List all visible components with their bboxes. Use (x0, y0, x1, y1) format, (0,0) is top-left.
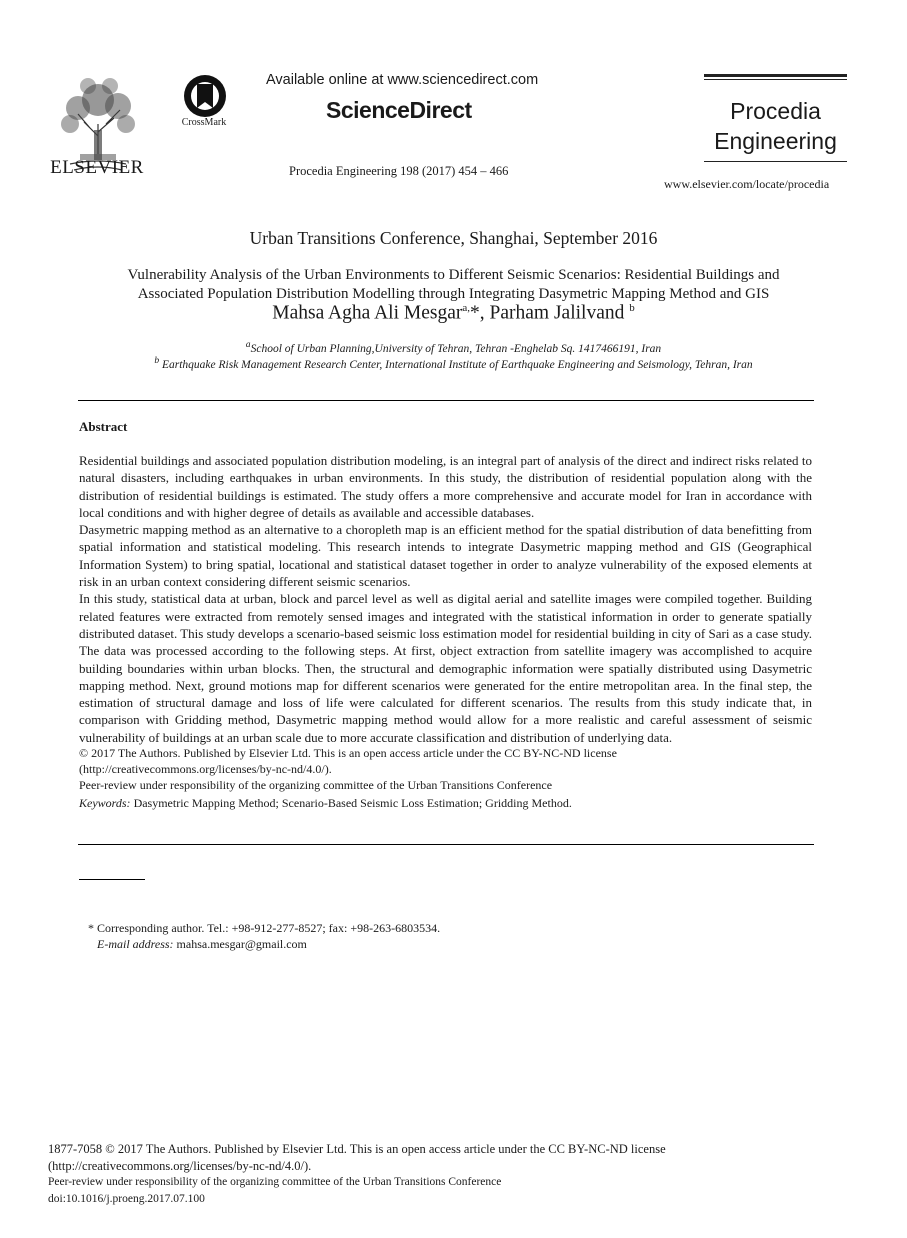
keywords-label: Keywords: (79, 795, 131, 810)
affiliation-b (0, 355, 907, 371)
footer-peer-review: Peer-review under responsibility of the organizing committee of the Urban Transitions Conference (48, 1176, 502, 1188)
footer-copyright: 1877-7058 © 2017 The Authors. Published by Elsevier Ltd. This is an open access article under the CC BY-NC-ND license (48, 1142, 666, 1156)
footer-license-link[interactable]: (http://creativecommons.org/licenses/by-nc-nd/4.0/). (48, 1158, 312, 1173)
journal-name-line2: Engineering (714, 128, 837, 154)
copyright-notice (79, 746, 812, 811)
journal-name-line1: Procedia (730, 98, 821, 124)
author-separator: , (479, 302, 490, 324)
paper-title (60, 266, 847, 304)
abstract-paragraph-2: Dasymetric mapping method as an alternative to a choropleth map is an efficient method for the spatial distribution of data benefitting from spatial information and statistical modeling. This research intends to integrate Dasymetric mapping method and GIS (Geographical Information System) to bring spatial, locational and statistical dataset together in order to analyze vulnerability of the exposed elements at risk in an urban context considering different seismic scenarios. (79, 522, 812, 590)
email-label: E-mail address: (97, 937, 174, 951)
journal-name (704, 80, 847, 159)
author-1-affiliation-mark: a, (462, 302, 471, 314)
abstract-paragraph-3: In this study, statistical data at urban, block and parcel level as well as digital aerial and satellite images were compiled together. Building related features were extracted from remotely sensed images and integrated with the statistical information in order to generate spatially distributed dataset. This study develops a scenario-based seismic loss estimation model for residential building in city of Sari as a case study. The data was processed according to the following steps. At first, object extraction from satellite imagery was accomplished to acquire building boundaries within urban blocks. Then, the structural and demographic information were spatially distributed using Dasymetric mapping method. Next, ground motions map for different scenarios were generated for the entire metropolitan area. In the final step, the estimation of structural damage and loss of life were calculated for different scenarios. The results from this study indicate that, in comparison with Gridding method, Dasymetric mapping method would allow for a more realistic and careful assessment of seismic vulnerability of buildings at an urban scale due to more accurate classification and distribution of underlying data. (79, 591, 812, 745)
journal-url-link[interactable]: www.elsevier.com/locate/procedia (664, 177, 830, 191)
author-2-affiliation-mark: b (629, 302, 635, 314)
affiliation-a (0, 339, 907, 355)
author-2: Parham Jalilvand (489, 302, 625, 324)
paper-title-line2: Associated Population Distribution Modelling through Integrating Dasymetric Mapping Method and GIS (137, 286, 770, 302)
license-link[interactable]: (http://creativecommons.org/licenses/by-nc-nd/4.0/). (79, 761, 332, 776)
keywords-list: Dasymetric Mapping Method; Scenario-Based Seismic Loss Estimation; Gridding Method. (130, 795, 572, 810)
conference-name: Urban Transitions Conference, Shanghai, September 2016 (249, 228, 658, 248)
available-online-text: Available online at www.sciencedirect.com (266, 72, 539, 88)
author-1-corresponding-mark: * (470, 302, 480, 324)
affiliation-b-mark: b (154, 355, 160, 366)
sciencedirect-brand[interactable]: ScienceDirect (326, 97, 472, 123)
footnote-rule (79, 879, 145, 880)
author-1: Mahsa Agha Ali Mesgar (272, 302, 463, 324)
email-address[interactable]: mahsa.mesgar@gmail.com (173, 937, 307, 951)
masthead-rule-top (704, 74, 847, 77)
abstract-paragraph-1: Residential buildings and associated population distribution modeling, is an integral part of analysis of the direct and indirect risks related to natural disasters, including earthquakes in urban environments. In this study, the distribution of residential population along with the distribution of residential buildings is estimated. The study offers a more comprehensive and accurate model for Iran in accordance with local conditions and with higher degree of details as available and accessible databases. (79, 453, 812, 520)
paper-title-line1: Vulnerability Analysis of the Urban Environments to Different Seismic Scenarios: Residential Buildings and (127, 267, 780, 283)
abstract-body (79, 452, 812, 811)
copyright-text: © 2017 The Authors. Published by Elsevier Ltd. This is an open access article under the CC BY-NC-ND license (79, 746, 617, 761)
author-list (0, 302, 907, 325)
corresponding-author-note: * Corresponding author. Tel.: +98-912-277-8527; fax: +98-263-6803534. (88, 921, 441, 935)
footer-doi[interactable]: doi:10.1016/j.proeng.2017.07.100 (48, 1192, 205, 1205)
affiliation-b-text: Earthquake Risk Management Research Center, International Institute of Earthquake Engineering and Seismology, Tehran, Iran (161, 358, 753, 371)
keywords-line (79, 796, 812, 812)
crossmark-label: CrossMark (181, 117, 227, 128)
divider-bottom (78, 844, 814, 845)
peer-review-note: Peer-review under responsibility of the organizing committee of the Urban Transitions Conference (79, 778, 553, 793)
abstract-heading: Abstract (79, 419, 128, 434)
affiliation-a-mark: a (245, 339, 251, 350)
journal-masthead (704, 74, 847, 162)
journal-citation: Procedia Engineering 198 (2017) 454 – 466 (289, 164, 509, 178)
page-footer (48, 1141, 666, 1207)
divider-top (78, 400, 814, 401)
publisher-name: ELSEVIER (50, 157, 144, 178)
masthead-rule-bottom (704, 161, 847, 162)
email-line (97, 937, 307, 952)
affiliation-a-text: School of Urban Planning,University of Tehran, Tehran -Enghelab Sq. 1417466191, Iran (250, 342, 662, 355)
